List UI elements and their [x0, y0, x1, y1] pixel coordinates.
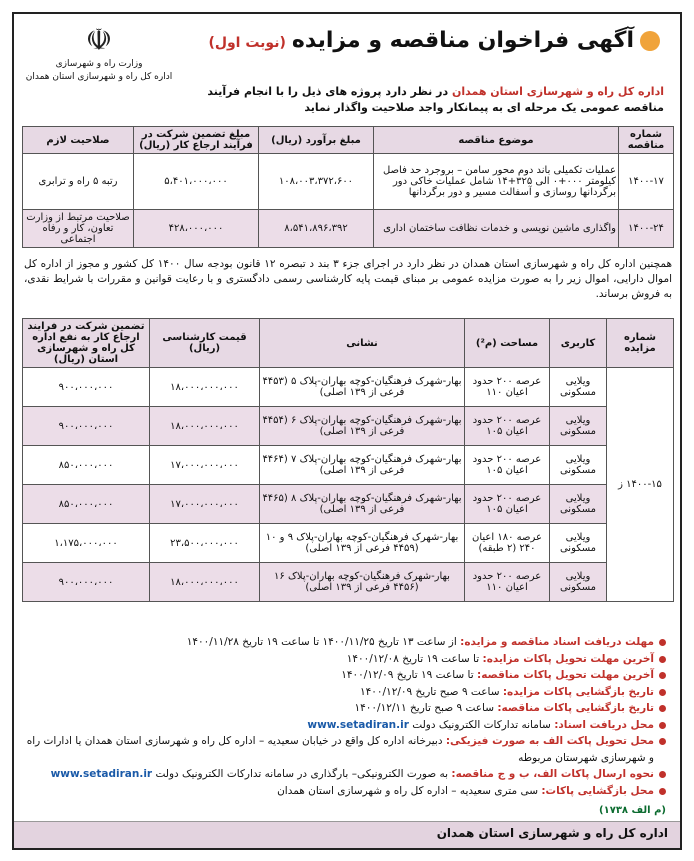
auction-area: عرصه ۲۰۰ حدود اعیان ۱۰۵ [465, 485, 550, 524]
tender-table [22, 126, 674, 248]
header [14, 14, 680, 124]
footer-bar [14, 821, 680, 848]
logo-line2: اداره کل راه و شهرسازی استان همدان [25, 72, 173, 82]
th-auction-guarantee: تضمین شرکت در فرایند ارجاع کار به نفع اداره کل راه و شهرسازی استان (ریال) [23, 319, 150, 368]
note-label: آخرین مهلت تحویل پاکات مزایده: [482, 652, 654, 665]
note-text: سی متری سعیدیه – اداره کل راه و شهرسازی استان همدان [277, 784, 542, 797]
orange-dot-icon [640, 31, 660, 51]
tender-estimate: ۱۰۸،۰۰۳،۳۷۲،۶۰۰ [259, 154, 374, 210]
note-label: تاریخ بازگشایی پاکات مناقصه: [497, 702, 654, 714]
tender-subject: واگذاری ماشین نویسی و خدمات نظافت ساختمان اداری [374, 210, 619, 248]
footer-org: اداره کل راه و شهرسازی استان همدان [436, 826, 668, 840]
auction-guarantee: ۸۵۰،۰۰۰،۰۰۰ [23, 446, 150, 485]
logo-line1: وزارت راه و شهرسازی [55, 59, 143, 69]
note-text: به صورت الکترونیکی– بارگذاری در سامانه تدارکات الکترونیک دولت [152, 768, 452, 780]
auction-price: ۱۸،۰۰۰،۰۰۰،۰۰۰ [150, 368, 260, 407]
th-estimate: مبلغ برآورد (ریال) [259, 127, 374, 154]
auction-price: ۱۸،۰۰۰،۰۰۰،۰۰۰ [150, 563, 260, 602]
auction-paragraph: همچنین اداره کل راه و شهرسازی استان همدان در نظر دارد در اجرای جزء ۳ بند د تبصره ۱۲ قانون بودجه سال ۱۴۰۰ کل کشور و مجوز از اداره کل اموال دارایی، اموال زیر را به صورت مزایده عمومی بر مبنای قیمت پایه کارشناسی رسمی دادگستری و با رعایت قوانین و مقررات با شرایط نقدی، به فروش برساند. [24, 258, 672, 300]
auction-address: بهار-شهرک فرهنگیان-کوچه بهاران-پلاک ۸ (۴۴۶۵ فرعی از ۱۳۹ اصلی) [260, 485, 465, 524]
note-text: سامانه تدارکات الکترونیک دولت [408, 718, 555, 731]
auction-address: بهار-شهرک فرهنگیان-کوچه بهاران-پلاک ۱۶ (۴۴۵۶ فرعی از ۱۳۹ اصلی) [260, 563, 465, 602]
auction-guarantee: ۹۰۰،۰۰۰،۰۰۰ [23, 407, 150, 446]
auction-usage: ویلایی مسکونی [550, 524, 607, 563]
turn-label: (نوبت اول) [208, 35, 286, 51]
note-item [26, 717, 666, 734]
intro-org: اداره کل راه و شهرسازی استان همدان [451, 85, 664, 98]
auction-guarantee: ۹۰۰،۰۰۰،۰۰۰ [23, 563, 150, 602]
auction-guarantee: ۱،۱۷۵،۰۰۰،۰۰۰ [23, 524, 150, 563]
note-item [26, 766, 666, 783]
th-price: قیمت کارشناسی (ریال) [150, 319, 260, 368]
note-text: از ساعت ۱۳ تاریخ ۱۴۰۰/۱۱/۲۵ تا ساعت ۱۹ تاریخ ۱۴۰۰/۱۱/۲۸ [186, 636, 461, 648]
note-label: آخرین مهلت تحویل پاکات مناقصه: [477, 669, 654, 681]
note-text: تا ساعت ۱۹ تاریخ ۱۴۰۰/۱۲/۰۹ [341, 669, 478, 681]
setadiran-link[interactable]: www.setadiran.ir [307, 718, 409, 731]
auction-price: ۲۳،۵۰۰،۰۰۰،۰۰۰ [150, 524, 260, 563]
auction-price: ۱۷،۰۰۰،۰۰۰،۰۰۰ [150, 446, 260, 485]
tender-estimate: ۸،۵۴۱،۸۹۶،۳۹۲ [259, 210, 374, 248]
table-row [23, 446, 674, 485]
note-item [26, 783, 666, 800]
th-guarantee: مبلغ تضمین شرکت در فرآیند ارجاع کار (ریال) [134, 127, 259, 154]
note-label: محل بازگشایی پاکات: [541, 784, 654, 797]
auction-usage: ویلایی مسکونی [550, 368, 607, 407]
auction-usage: ویلایی مسکونی [550, 563, 607, 602]
auction-address: بهار-شهرک فرهنگیان-کوچه بهاران-پلاک ۹ و ۱۰ (۴۴۵۹ فرعی از ۱۳۹ اصلی) [260, 524, 465, 563]
note-item [26, 651, 666, 668]
auction-guarantee: ۹۰۰،۰۰۰،۰۰۰ [23, 368, 150, 407]
table-row [23, 210, 674, 248]
table-row [23, 407, 674, 446]
auction-table [22, 318, 674, 602]
note-item [26, 667, 666, 684]
title-text: آگهی فراخوان مناقصه و مزایده [291, 28, 634, 53]
table-row [23, 563, 674, 602]
th-number: شماره مناقصه [619, 127, 674, 154]
auction-address: بهار-شهرک فرهنگیان-کوچه بهاران-پلاک ۷ (۴۴۶۴ فرعی از ۱۳۹ اصلی) [260, 446, 465, 485]
tender-number: ۱۴۰۰-۱۷ [619, 154, 674, 210]
note-item [26, 684, 666, 701]
intro-rest: در نظر دارد پروژه های ذیل را با انجام فرآیند مناقصه عمومی یک مرحله ای به پیمانکار واجد صلاحیت واگذار نماید [207, 85, 664, 114]
intro-text [194, 84, 664, 116]
table-row [23, 485, 674, 524]
tender-subject: عملیات تکمیلی باند دوم محور سامن – بروجرد حد فاصل کیلومتر ۰۰۰+۰ الی ۳۲۵+۱۴ شامل عملیات خاکی دور برگردانها روسازی و آسفالت مسیر و دور برگردانها [374, 154, 619, 210]
tender-guarantee: ۴۲۸،۰۰۰،۰۰۰ [134, 210, 259, 248]
tender-qualification: رتبه ۵ راه و ترابری [23, 154, 134, 210]
auction-area: عرصه ۲۰۰ حدود اعیان ۱۰۵ [465, 407, 550, 446]
note-label: محل دریافت اسناد: [554, 718, 654, 731]
auction-number: ۱۴۰۰-۱۵ ز [607, 368, 674, 602]
auction-usage: ویلایی مسکونی [550, 407, 607, 446]
table-row [23, 524, 674, 563]
auction-header-row [23, 319, 674, 368]
page-title [208, 28, 660, 53]
note-text: ساعت ۹ صبح تاریخ ۱۴۰۰/۱۲/۱۱ [354, 702, 498, 714]
table-row [23, 154, 674, 210]
auction-area: عرصه ۲۰۰ حدود اعیان ۱۱۰ [465, 368, 550, 407]
ad-frame [12, 12, 682, 850]
auction-usage: ویلایی مسکونی [550, 485, 607, 524]
note-item [26, 733, 666, 766]
tender-qualification: صلاحیت مرتبط از وزارت تعاون، کار و رفاه اجتماعی [23, 210, 134, 248]
notes-list [26, 634, 666, 799]
note-item [26, 700, 666, 717]
setadiran-link[interactable]: www.setadiran.ir [50, 768, 153, 780]
note-label: تاریخ بازگشایی پاکات مزایده: [502, 685, 654, 698]
th-qualification: صلاحیت لازم [23, 127, 134, 154]
tender-guarantee: ۵،۴۰۱،۰۰۰،۰۰۰ [134, 154, 259, 210]
note-label: مهلت دریافت اسناد مناقصه و مزایده: [460, 636, 654, 648]
auction-price: ۱۷،۰۰۰،۰۰۰،۰۰۰ [150, 485, 260, 524]
auction-address: بهار-شهرک فرهنگیان-کوچه بهاران-پلاک ۶ (۴۴۵۴ فرعی از ۱۳۹ اصلی) [260, 407, 465, 446]
tender-header-row [23, 127, 674, 154]
auction-area: عرصه ۱۸۰ اعیان ۲۴۰ (۲ طبقه) [465, 524, 550, 563]
note-text: ساعت ۹ صبح تاریخ ۱۴۰۰/۱۲/۰۹ [359, 685, 503, 698]
auction-area: عرصه ۲۰۰ حدود اعیان ۱۰۵ [465, 446, 550, 485]
th-subject: موضوع مناقصه [374, 127, 619, 154]
th-auction-number: شماره مزایده [607, 319, 674, 368]
emblem-icon: ☫ [85, 23, 113, 58]
ad-code: (م الف ۱۷۳۸) [599, 805, 666, 816]
auction-usage: ویلایی مسکونی [550, 446, 607, 485]
tender-number: ۱۴۰۰-۲۴ [619, 210, 674, 248]
ministry-logo [24, 24, 174, 114]
auction-price: ۱۸،۰۰۰،۰۰۰،۰۰۰ [150, 407, 260, 446]
note-item [26, 634, 666, 651]
auction-area: عرصه ۲۰۰ حدود اعیان ۱۱۰ [465, 563, 550, 602]
th-area: مساحت (م²) [465, 319, 550, 368]
note-label: محل تحویل پاکت الف به صورت فیزیکی: [445, 735, 654, 747]
auction-guarantee: ۸۵۰،۰۰۰،۰۰۰ [23, 485, 150, 524]
table-row [23, 368, 674, 407]
note-text: تا ساعت ۱۹ تاریخ ۱۴۰۰/۱۲/۰۸ [346, 652, 483, 665]
note-label: نحوه ارسال پاکات الف، ب و ج مناقصه: [451, 768, 654, 780]
th-address: نشانی [260, 319, 465, 368]
auction-address: بهار-شهرک فرهنگیان-کوچه بهاران-پلاک ۵ (۴۴۵۳ فرعی از ۱۳۹ اصلی) [260, 368, 465, 407]
th-usage: کاربری [550, 319, 607, 368]
note-text: دبیرخانه اداره کل واقع در خیابان سعیدیه – اداره کل راه و شهرسازی استان همدان یا ادارات راه و شهرسازی شهرستان مربوطه [26, 735, 654, 764]
